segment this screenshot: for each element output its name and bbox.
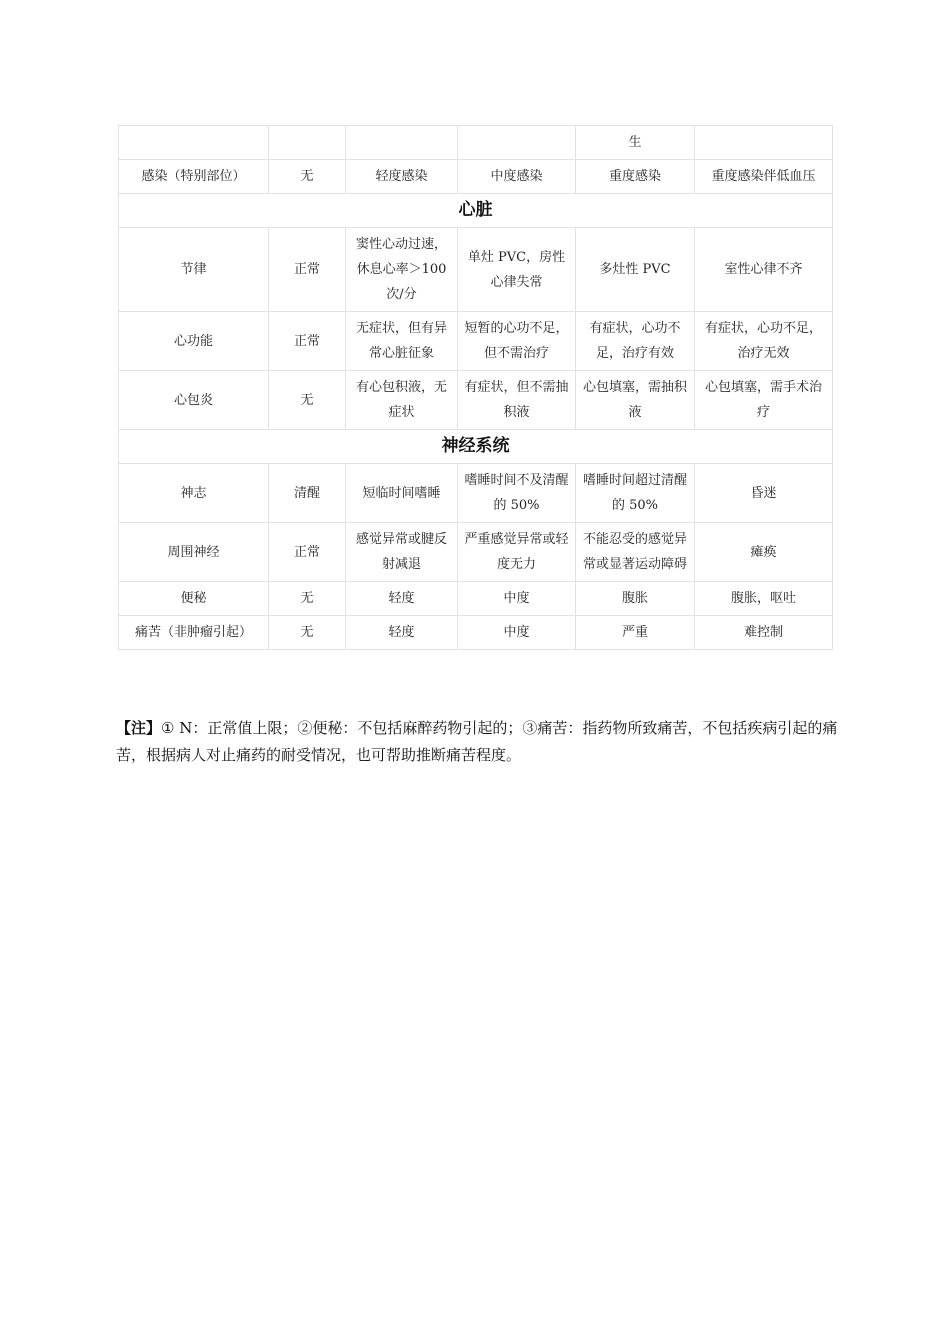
grade-cell: 生: [576, 126, 695, 160]
row-label-cell: 心包炎: [119, 371, 269, 430]
grade-cell: 瘫痪: [695, 523, 833, 582]
grade-cell: 严重: [576, 616, 695, 650]
grade-cell: 昏迷: [695, 464, 833, 523]
grade-cell: 无症状，但有异常心脏征象: [346, 312, 458, 371]
grade-cell: [695, 126, 833, 160]
row-label-cell: 神志: [119, 464, 269, 523]
grade-cell: 无: [269, 160, 346, 194]
grade-cell: 轻度: [346, 582, 458, 616]
table-row: [119, 312, 833, 371]
grade-cell: 多灶性 PVC: [576, 228, 695, 312]
grade-cell: 重度感染伴低血压: [695, 160, 833, 194]
row-label-cell: 周围神经: [119, 523, 269, 582]
section-title: 神经系统: [119, 430, 833, 464]
grade-cell: 腹胀: [576, 582, 695, 616]
grade-cell: 有症状，但不需抽积液: [458, 371, 576, 430]
table-row: [119, 126, 833, 160]
row-label-cell: 心功能: [119, 312, 269, 371]
grade-cell: 正常: [269, 228, 346, 312]
toxicity-grading-table: [118, 125, 833, 650]
grade-cell: 短临时间嗜睡: [346, 464, 458, 523]
footnote: [116, 715, 838, 769]
grade-cell: 无: [269, 371, 346, 430]
row-label-cell: 感染（特别部位）: [119, 160, 269, 194]
grade-cell: 重度感染: [576, 160, 695, 194]
grade-cell: 嗜睡时间不及清醒的 50%: [458, 464, 576, 523]
grade-cell: 无: [269, 616, 346, 650]
grade-cell: 短暂的心功不足，但不需治疗: [458, 312, 576, 371]
table-row: [119, 464, 833, 523]
grade-cell: 室性心律不齐: [695, 228, 833, 312]
grade-cell: 轻度感染: [346, 160, 458, 194]
grade-cell: 嗜睡时间超过清醒的 50%: [576, 464, 695, 523]
section-header-row: [119, 430, 833, 464]
table-body: [119, 126, 833, 650]
footnote-marker: 【注】: [116, 719, 162, 737]
row-label-cell: 便秘: [119, 582, 269, 616]
grade-cell: 清醒: [269, 464, 346, 523]
grade-cell: [269, 126, 346, 160]
row-label-cell: 节律: [119, 228, 269, 312]
grade-cell: 中度: [458, 582, 576, 616]
grade-cell: 轻度: [346, 616, 458, 650]
table-row: [119, 582, 833, 616]
row-label-cell: 痛苦（非肿瘤引起）: [119, 616, 269, 650]
grade-cell: [458, 126, 576, 160]
table-row: [119, 371, 833, 430]
grade-cell: 正常: [269, 523, 346, 582]
grade-cell: 有心包积液，无症状: [346, 371, 458, 430]
grade-cell: 有症状，心功不足，治疗有效: [576, 312, 695, 371]
grade-cell: 心包填塞，需手术治疗: [695, 371, 833, 430]
section-title: 心脏: [119, 194, 833, 228]
grade-cell: 窦性心动过速，休息心率＞100次/分: [346, 228, 458, 312]
grade-cell: 心包填塞，需抽积液: [576, 371, 695, 430]
grade-cell: 感觉异常或腱反射减退: [346, 523, 458, 582]
table-row: [119, 523, 833, 582]
grade-cell: 中度感染: [458, 160, 576, 194]
grade-cell: 不能忍受的感觉异常或显著运动障碍: [576, 523, 695, 582]
grade-cell: 无: [269, 582, 346, 616]
section-header-row: [119, 194, 833, 228]
footnote-text: ① N：正常值上限；②便秘：不包括麻醉药物引起的；③痛苦：指药物所致痛苦，不包括疾病引起的痛苦，根据病人对止痛药的耐受情况，也可帮助推断痛苦程度。: [116, 719, 838, 764]
grade-cell: 难控制: [695, 616, 833, 650]
table-row: [119, 160, 833, 194]
grade-cell: 腹胀，呕吐: [695, 582, 833, 616]
grade-cell: 单灶 PVC，房性心律失常: [458, 228, 576, 312]
grade-cell: 中度: [458, 616, 576, 650]
table-row: [119, 616, 833, 650]
grade-cell: 严重感觉异常或轻度无力: [458, 523, 576, 582]
grade-cell: 有症状，心功不足，治疗无效: [695, 312, 833, 371]
row-label-cell: [119, 126, 269, 160]
grade-cell: 正常: [269, 312, 346, 371]
grade-cell: [346, 126, 458, 160]
table-row: [119, 228, 833, 312]
